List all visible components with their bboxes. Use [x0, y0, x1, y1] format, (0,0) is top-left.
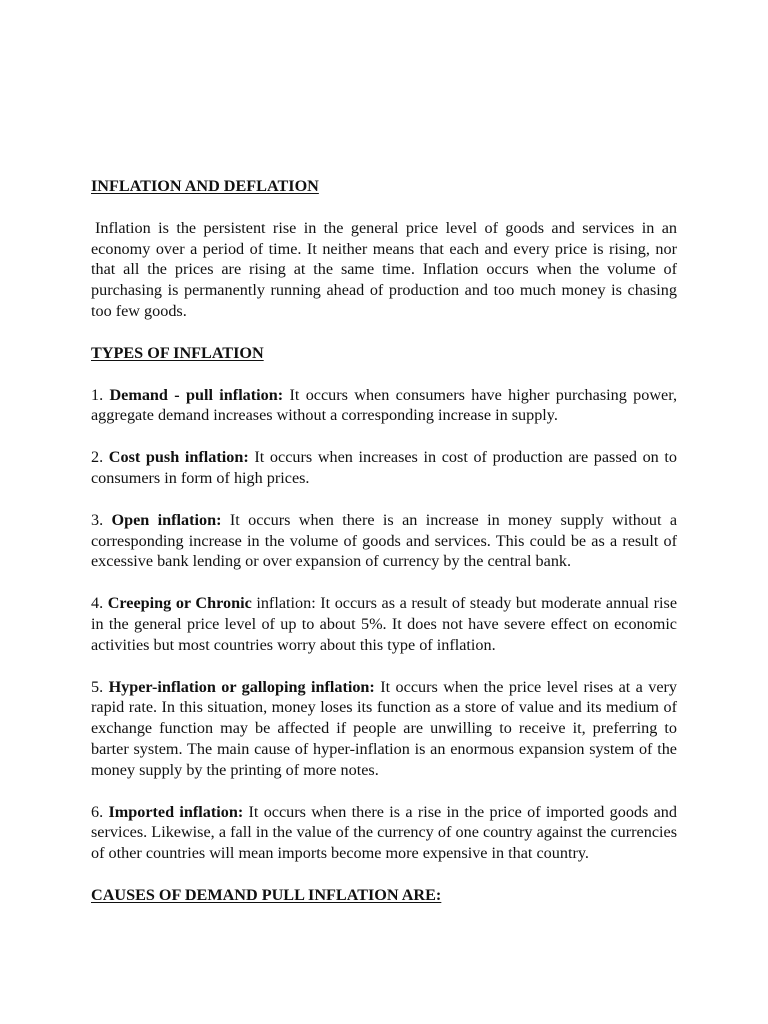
- type-term: Creeping or Chronic: [107, 594, 252, 613]
- spacer: [91, 781, 677, 802]
- spacer: [91, 489, 677, 510]
- spacer: [91, 656, 677, 677]
- type-term: Hyper-inflation or galloping inflation:: [108, 677, 375, 696]
- type-text: It occurs when there is a rise in the price of imported goods and services. Likewise, a fall in the value of the currency of one country against the currencies of other countries will mean imports become more expensive in that country.: [91, 802, 677, 863]
- spacer: [91, 572, 677, 593]
- spacer: [91, 197, 677, 218]
- type-number: 5.: [91, 677, 104, 696]
- type-item-5: [91, 677, 677, 781]
- type-text: It occurs when the price level rises at a very rapid rate. In this situation, money loses its function as a store of value and its medium of exchange function may be affected if people are unwilling to receive it, preferring to barter system. The main cause of hyper-inflation is an enormous expansion system of the money supply by the printing of more notes.: [91, 677, 678, 779]
- spacer: [91, 864, 677, 885]
- types-heading: TYPES OF INFLATION: [91, 343, 264, 362]
- type-item-4: [91, 593, 677, 655]
- type-term: Open inflation:: [111, 510, 222, 529]
- type-term: Demand - pull inflation:: [109, 385, 284, 404]
- causes-heading: CAUSES OF DEMAND PULL INFLATION ARE:: [91, 885, 442, 904]
- type-number: 4.: [91, 594, 104, 613]
- type-term: Cost push inflation:: [108, 448, 249, 467]
- intro-paragraph: Inflation is the persistent rise in the general price level of goods and services in an economy over a period of time. It neither means that each and every price is rising, nor that all the prices are rising at the same time. Inflation occurs when the volume of purchasing is permanently running ahead of production and too much money is chasing too few goods.: [91, 218, 677, 320]
- type-item-3: [91, 510, 677, 572]
- type-text: It occurs when there is an increase in money supply without a corresponding increase in the volume of goods and services. This could be as a result of excessive bank lending or over expansion of currency by the central bank.: [91, 510, 678, 571]
- spacer: [91, 364, 677, 385]
- type-item-2: [91, 447, 677, 489]
- type-text: inflation: It occurs as a result of steady but moderate annual rise in the general price level of up to about 5%. It does not have severe effect on economic activities but most countries worry about this type of inflation.: [91, 594, 677, 654]
- type-number: 3.: [91, 510, 104, 529]
- type-number: 2.: [91, 448, 104, 467]
- spacer: [91, 426, 677, 447]
- document-body: [91, 176, 677, 906]
- type-number: 6.: [91, 802, 104, 821]
- document-title: INFLATION AND DEFLATION: [91, 177, 319, 195]
- type-term: Imported inflation:: [108, 802, 244, 821]
- spacer: [91, 322, 677, 343]
- type-item-1: [91, 385, 677, 427]
- type-number: 1.: [91, 385, 104, 404]
- type-text: It occurs when increases in cost of production are passed on to consumers in form of high prices.: [91, 448, 678, 487]
- type-item-6: [91, 802, 677, 864]
- type-text: It occurs when consumers have higher purchasing power, aggregate demand increases without a corresponding increase in supply.: [91, 385, 677, 425]
